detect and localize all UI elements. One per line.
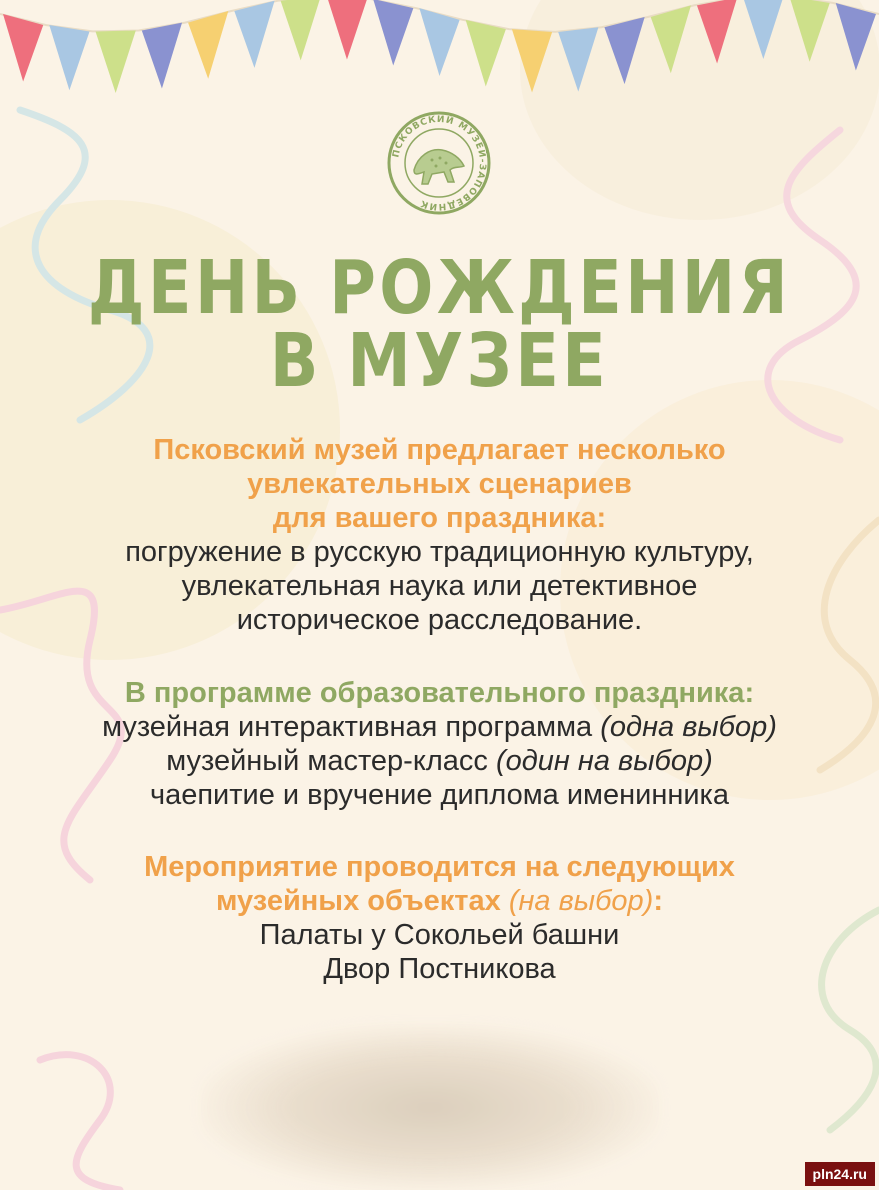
bunting-flag	[49, 25, 89, 90]
section-heading-colon: :	[653, 885, 663, 917]
section-locations	[0, 850, 879, 986]
bunting-flag	[281, 0, 321, 60]
blurred-image	[200, 1025, 660, 1190]
program-item-note: (один на выбор)	[495, 745, 713, 777]
program-item-text: музейный мастер-класс	[166, 745, 496, 777]
bunting-flag	[96, 30, 136, 92]
section-scenarios	[0, 433, 879, 637]
program-item-text: чаепитие и вручение диплома именинника	[149, 779, 730, 811]
bunting-flag	[327, 0, 367, 59]
section-heading-note: (на выбор)	[508, 885, 654, 917]
section-heading: В программе образовательного праздника:	[124, 677, 755, 709]
section-heading	[0, 884, 879, 918]
bunting-flag	[558, 27, 598, 91]
location-item: Палаты у Сокольей башни	[259, 919, 620, 951]
logo-text: ПСКОВСКИЙ МУЗЕЙ-ЗАПОВЕДНИК	[391, 114, 488, 212]
location-item: Двор Постникова	[323, 953, 556, 985]
watermark-badge: pln24.ru	[805, 1162, 875, 1186]
bunting-flag	[142, 23, 182, 89]
bunting-flag	[836, 3, 876, 71]
section-heading-text: музейных объектах	[215, 885, 509, 917]
program-item	[0, 744, 879, 778]
bunting-flag	[419, 8, 459, 76]
program-item	[0, 710, 879, 744]
section-text: историческое расследование.	[236, 604, 643, 636]
bunting-flag	[466, 20, 506, 87]
section-text: увлекательная наука или детективное	[181, 570, 698, 602]
bunting-flag	[373, 0, 413, 66]
page-title-line-2: В МУЗЕЕ	[269, 318, 610, 404]
section-heading: для вашего праздника:	[272, 502, 607, 534]
bunting-flag	[697, 0, 737, 63]
bunting-flag	[234, 1, 274, 68]
program-item-note: (одна выбор)	[600, 711, 777, 743]
bunting-flag	[604, 17, 644, 84]
section-heading: Псковский музей предлагает несколько	[153, 434, 726, 466]
section-program	[0, 676, 879, 812]
bunting-flag	[743, 0, 783, 59]
bunting-flag	[3, 14, 43, 82]
section-text: погружение в русскую традиционную культуру,	[125, 536, 754, 568]
section-heading: Мероприятие проводится на следующих	[144, 851, 735, 883]
page-title-line-1: ДЕНЬ РОЖДЕНИЯ	[87, 245, 792, 331]
bunting-flag	[512, 29, 552, 92]
section-heading: увлекательных сценариев	[247, 468, 632, 500]
museum-logo	[384, 108, 494, 218]
bunting-flag	[188, 11, 228, 79]
bunting-flag	[789, 0, 829, 62]
bunting-flag	[651, 5, 691, 73]
program-item	[0, 778, 879, 812]
program-item-text: музейная интерактивная программа	[102, 711, 601, 743]
